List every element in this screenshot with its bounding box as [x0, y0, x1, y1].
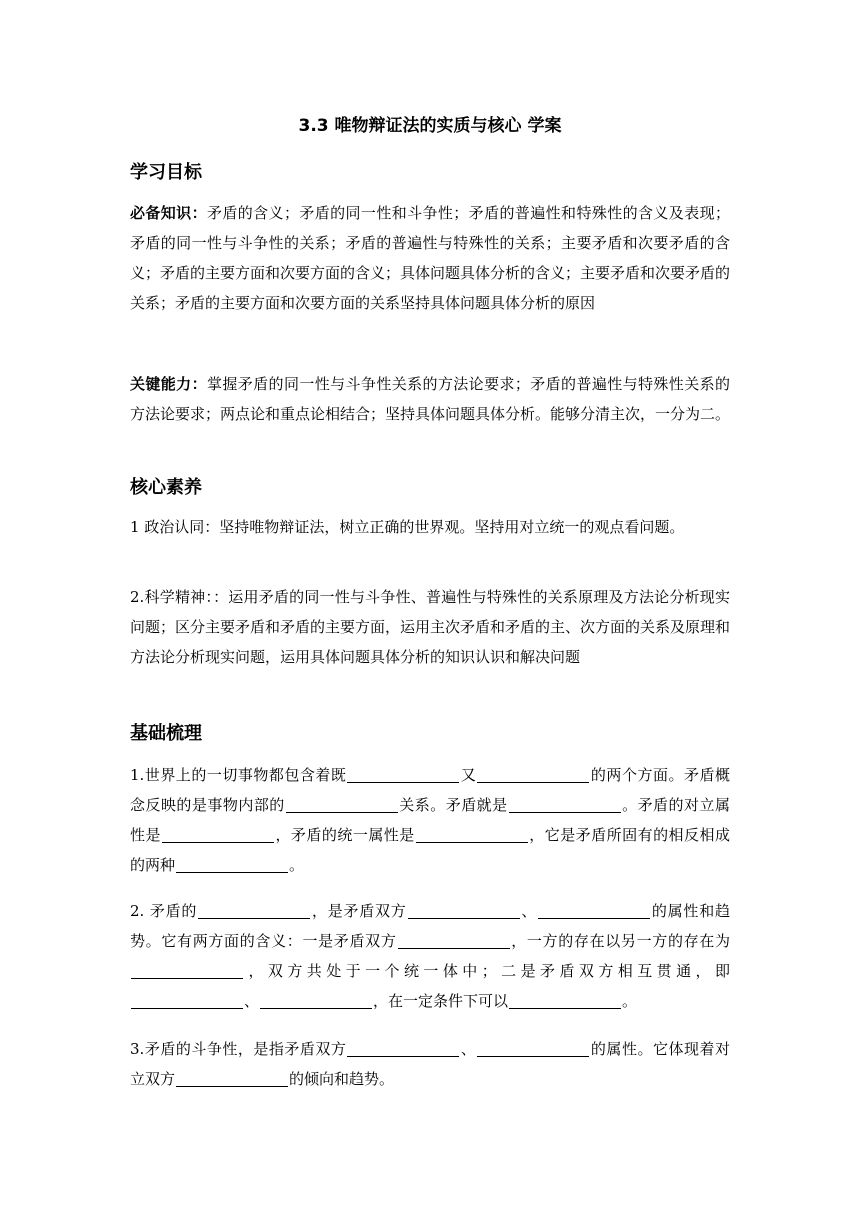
ability-text: 掌握矛盾的同一性与斗争性关系的方法论要求；矛盾的普遍性与特殊性关系的方法论要求；两点论和重点论相结合；坚持具体问题具体分析。能够分清主次，一分为二。 [130, 375, 731, 423]
q1-text: 又 [460, 766, 477, 784]
q2-text: 2. 矛盾的 [130, 902, 198, 920]
q1-text: 1.世界上的一切事物都包含着既 [130, 766, 347, 784]
q1-text: 的两个方面。矛盾概念反映的是事物内部的 [130, 766, 730, 814]
q2-text: 、 [244, 992, 260, 1010]
fill-blank[interactable] [477, 1039, 589, 1057]
q2-text: 。 [622, 992, 638, 1010]
q1-text: 。 [289, 856, 305, 874]
fill-blank[interactable] [408, 901, 520, 919]
q2-text: 的属性和趋势。它有两方面的含义：一是矛盾双方 [130, 902, 730, 950]
q1-text: ，矛盾的统一属性是 [274, 826, 415, 844]
q1-text: 。矛盾的对立属性是 [130, 796, 730, 844]
literacy-item-2: 2.科学精神：：运用矛盾的同一性与斗争性、普遍性与特殊性的关系原理及方法论分析现实问题；区分主要矛盾和矛盾的主要方面，运用主次矛盾和矛盾的主、次方面的关系及原理和方法论分析现实问题，运用具体问题具体分析的知识认识和解决问题 [130, 588, 731, 666]
question-1 [130, 760, 730, 880]
fill-blank[interactable] [538, 901, 650, 919]
heading-basics: 基础梳理 [130, 723, 202, 744]
fill-blank[interactable] [477, 765, 589, 783]
q1-text: ，它是矛盾所固有的相反相成的两种 [130, 826, 730, 874]
knowledge-text: 矛盾的含义；矛盾的同一性和斗争性；矛盾的普遍性和特殊性的含义及表现；矛盾的同一性与斗争性的关系；矛盾的普遍性与特殊性的关系；主要矛盾和次要矛盾的含义；矛盾的主要方面和次要方面的含义；具体问题具体分析的含义；主要矛盾和次要矛盾的关系；矛盾的主要方面和次要方面的关系坚持具体问题具体分析的原因 [130, 204, 731, 312]
q2-text: ，在一定条件下可以 [373, 992, 509, 1010]
question-2 [130, 896, 730, 1016]
q2-text: ，双方共处于一个统一体中；二是矛盾双方相互贯通，即 [244, 962, 730, 980]
q2-text: ，是矛盾双方 [311, 902, 407, 920]
fill-blank[interactable] [347, 1039, 459, 1057]
literacy-item-1: 1 政治认同：坚持唯物辩证法，树立正确的世界观。坚持用对立统一的观点看问题。 [130, 518, 685, 536]
fill-blank[interactable] [509, 991, 621, 1009]
question-3 [130, 1034, 730, 1094]
q3-text: 的倾向和趋势。 [289, 1070, 395, 1088]
fill-blank[interactable] [131, 991, 243, 1009]
heading-literacy: 核心素养 [130, 477, 202, 498]
fill-blank[interactable] [198, 901, 310, 919]
fill-blank[interactable] [347, 765, 459, 783]
fill-blank[interactable] [162, 825, 274, 843]
fill-blank[interactable] [260, 991, 372, 1009]
fill-blank[interactable] [286, 795, 398, 813]
fill-blank[interactable] [509, 795, 621, 813]
document-title: 3.3 唯物辩证法的实质与核心 学案 [298, 116, 562, 136]
ability-label: 关键能力： [130, 375, 207, 393]
fill-blank[interactable] [398, 931, 510, 949]
fill-blank[interactable] [131, 961, 243, 979]
q2-text: 、 [520, 902, 538, 920]
knowledge-label: 必备知识： [130, 204, 207, 222]
q3-text: 的属性。它体现着对立双方 [130, 1040, 730, 1088]
fill-blank[interactable] [416, 825, 528, 843]
q3-text: 3.矛盾的斗争性，是指矛盾双方 [130, 1040, 347, 1058]
heading-objectives: 学习目标 [130, 162, 202, 183]
fill-blank[interactable] [176, 1069, 288, 1087]
knowledge-paragraph [130, 198, 730, 318]
q1-text: 关系。矛盾就是 [398, 796, 508, 814]
q2-text: ，一方的存在以另一方的存在为 [510, 932, 730, 950]
q3-text: 、 [460, 1040, 477, 1058]
ability-paragraph [130, 369, 730, 429]
fill-blank[interactable] [176, 855, 288, 873]
